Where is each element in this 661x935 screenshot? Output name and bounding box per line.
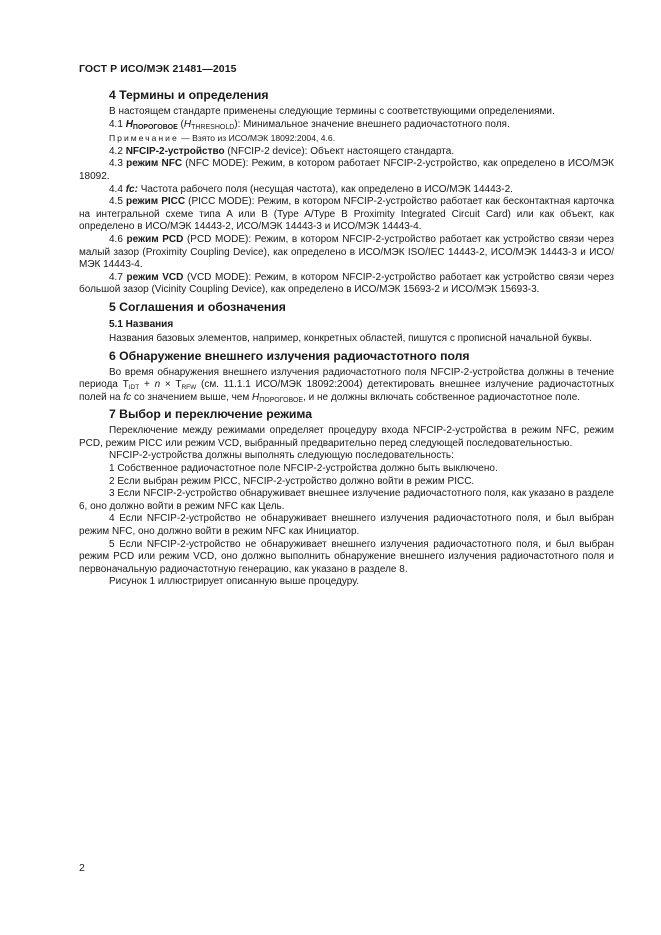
term-4-4: 4.4 fc: Частота рабочего поля (несущая частота), как определено в ИСО/МЭК 14443-2. [109,183,513,195]
section-5-1-heading: 5.1 Названия [109,318,174,330]
section-7-heading: 7 Выбор и переключение режима [109,407,313,422]
section-7-step: 1 Собственное радиочастотное поле NFCIP-2-устройства должно быть выключено. [109,463,498,475]
term-4-6: 4.6 режим PCD (PCD MODE): Режим, в котором NFCIP-2-устройство работает как устройство связи через малый зазор (Proximity Coupling Device), как определено в ИСО/МЭК ISO/IEC 14443-2, ИСО/МЭК 14443-3 и ИСО/МЭК 14443-4. [79,233,614,271]
section-7-paragraph: Переключение между режимами определяет процедуру входа NFCIP-2-устройства в режим NFC, режим PCD, режим PICC или режим VCD, выбранный предварительно перед следующей последовательностью. [79,425,614,449]
section-5-heading: 5 Соглашения и обозначения [109,299,286,314]
section-4-heading: 4 Термины и определения [109,88,269,102]
section-7-step: 2 Если выбран режим PICC, NFCIP-2-устройство должно войти в режим PICC. [109,475,475,487]
term-4-1: 4.1 $H_{ПОРОГОВОЕ}$ $(H_{THRESHOLD})$: Минимальное значение внешнего радиочастотного поля. [109,118,510,131]
term-4-7: 4.7 режим VCD (VCD MODE): Режим, в котором NFCIP-2-устройство работает как устройство связи через большой зазор (Vicinity Coupling Device), как определено в ИСО/МЭК 15693-2 и ИСО/МЭК 15693-3. [79,271,614,296]
term-4-3: 4.3 режим NFC (NFC MODE): Режим, в котором работает NFCIP-2-устройство, как определено в ИСО/МЭК 18092. [79,158,614,182]
section-7-step: 4 Если NFCIP-2-устройство не обнаруживает внешнего излучения радиочастотного поля, и был выбран режим NFC, оно должно войти в режим NFC как Инициатор. [79,513,614,538]
section-7-step: 3 Если NFCIP-2-устройство обнаруживает внешнее излучение радиочастотного поля, как указано в разделе 6, оно должно войти в режим NFC как Цель. [79,488,614,512]
section-4-intro: В настоящем стандарте применены следующие термины с соответствующими определениями. [109,106,555,117]
section-7-paragraph: Рисунок 1 иллюстрирует описанную выше процедуру. [109,576,359,588]
page-number: 2 [79,862,85,874]
section-6-heading: 6 Обнаружение внешнего излучения радиочастотного поля [109,348,470,363]
term-4-1-note: Примечание — Взято из ИСО/МЭК 18092:2004, 4.6. [109,133,336,144]
term-4-2: 4.2 NFCIP-2-устройство (NFCIP-2 device): Объект настоящего стандарта. [109,145,455,157]
section-7-paragraph: NFCIP-2-устройства должны выполнять следующую последовательность: [109,450,454,462]
section-7-step: 5 Если NFCIP-2-устройство не обнаруживает внешнего излучения радиочастотного поля, и был выбран режим PCD или режим VCD, оно должно выполнить обнаружение внешнего излучения радиочастотного поля и первоначальную радиочастотную генерацию, как указано в разделе 8. [79,538,614,575]
section-5-1-text: Названия базовых элементов, например, конкретных областей, пишутся с прописной начальной буквы. [109,332,592,344]
document-body [79,88,614,589]
section-6-text: Во время обнаружения внешнего излучения радиочастотного поля NFCIP-2-устройства должны в течение периода $T_{IDT} + n \times T_{RFW}$ (см. 11.1.1 ИСО/МЭК 18092:2004) детектировать внешнее излучение радиочастотных полей на fc со значением выше, чем $H_{ПОРОГОВОЕ}$, и не должны включать собственное радиочастотное поле. [79,366,615,404]
document-header: ГОСТ Р ИСО/МЭК 21481—2015 [79,63,237,75]
term-4-5: 4.5 режим PICC (PICC MODE): Режим, в котором NFCIP-2-устройство работает как бесконтактная карточка на интегральной схеме типа A или B (Type A/Type B Proximity Integrated Circuit Card) или как объект, как определено в ИСО/МЭК 14443-2, ИСО/МЭК 14443-3 и ИСО/МЭК 14443-4. [79,196,615,233]
